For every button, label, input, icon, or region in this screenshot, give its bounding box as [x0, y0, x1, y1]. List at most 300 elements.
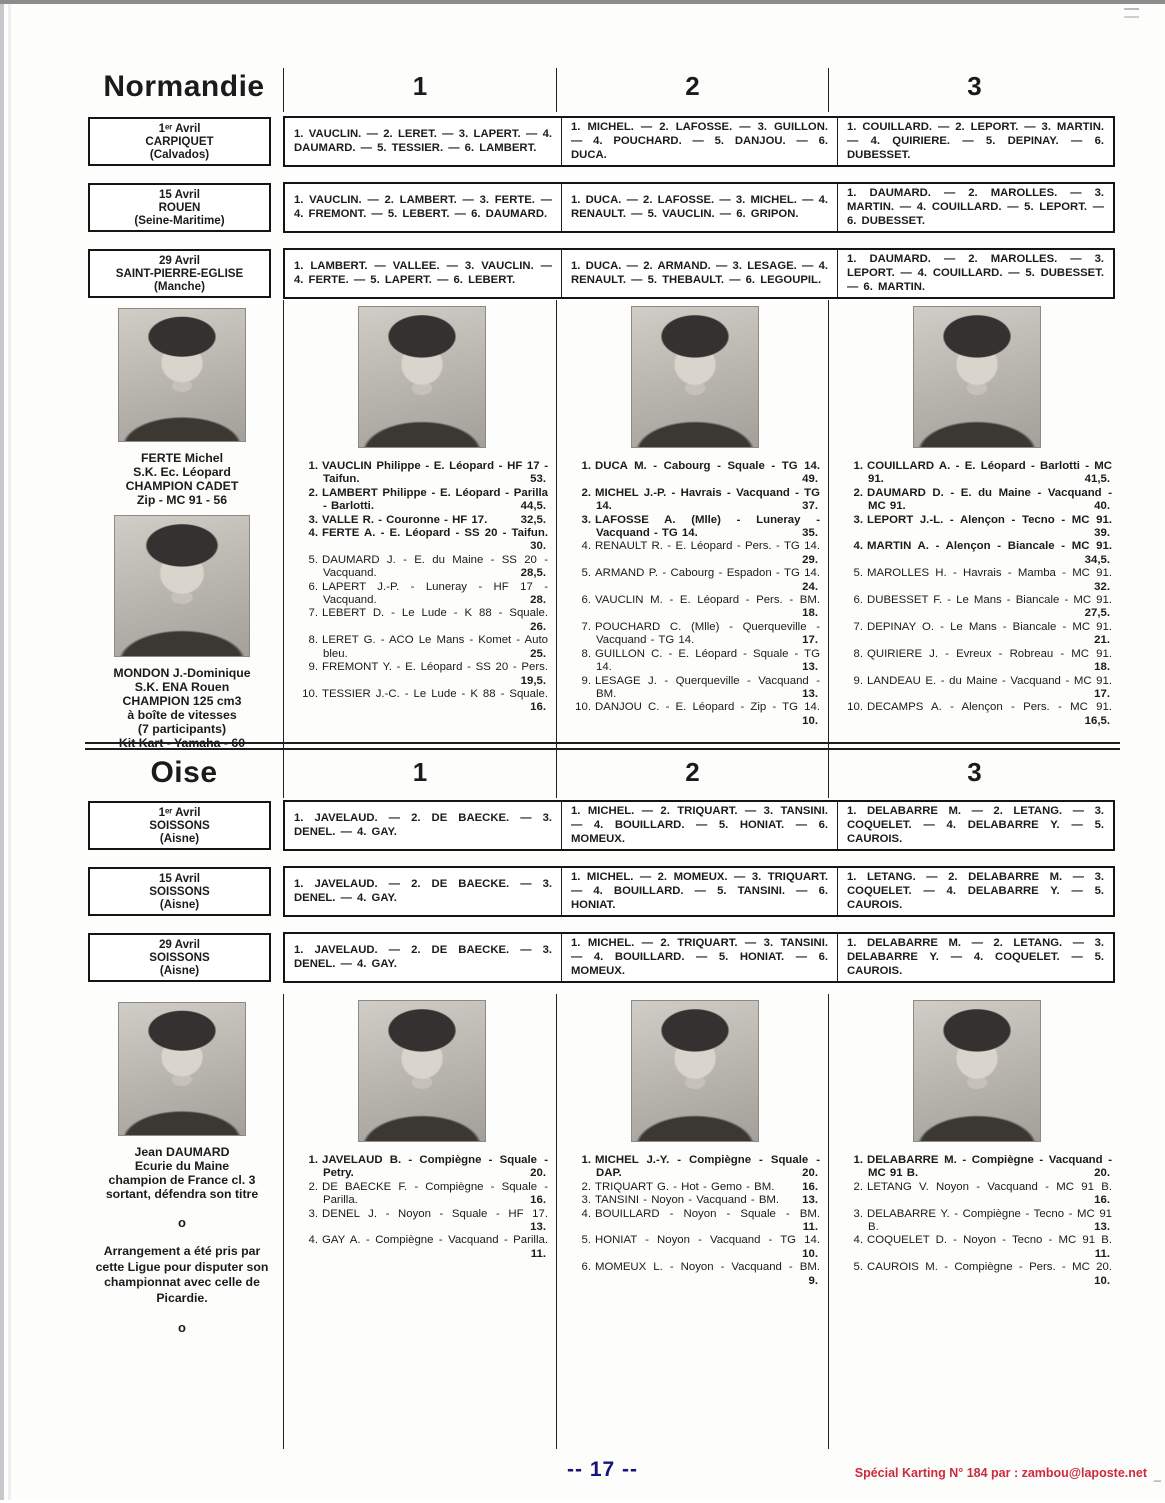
results-text: 1. COUILLARD. — 2. LEPORT. — 3. MARTIN. — 4. QUIRIERE. — 5. DEPINAY. — 6. DUBESSET. — [847, 121, 1104, 161]
standings-rank: 5. — [853, 1261, 863, 1274]
standings-list — [841, 1154, 1112, 1288]
standings-entry — [841, 1234, 1112, 1261]
standings-entry — [841, 621, 1112, 648]
standings-entry — [296, 514, 548, 527]
standings-entry — [569, 1261, 820, 1288]
standings-score: 27,5. — [1084, 607, 1110, 620]
standings-driver: TANSINI - Noyon - Vacquand - BM. — [595, 1194, 780, 1207]
results-cell-1 — [285, 868, 561, 915]
standings-score: 16. — [1094, 1194, 1110, 1207]
event-date: 1ᵉʳ Avril — [158, 805, 201, 819]
results-cell-2 — [561, 184, 837, 231]
standings-score: 13. — [1094, 1221, 1110, 1234]
standings-entry — [569, 1181, 820, 1194]
event-place: SAINT-PIERRE-EGLISE — [115, 266, 244, 280]
portrait-photo — [913, 1000, 1041, 1142]
section-header — [85, 754, 1120, 798]
standings-driver: BOUILLARD - Noyon - Squale - BM. — [595, 1207, 820, 1220]
standings-score: 44,5. — [520, 500, 546, 513]
standings-entry — [841, 594, 1112, 621]
standings-score: 16. — [530, 701, 546, 714]
standings-score: 16,5. — [1084, 714, 1110, 727]
event-row — [85, 116, 1120, 166]
section-title: Oise — [150, 756, 218, 789]
standings-score: 10. — [1094, 1274, 1110, 1287]
standings-entry — [841, 1181, 1112, 1208]
standings-driver: LEBERT D. - Le Lude - K 88 - Squale. — [322, 607, 548, 620]
standings-score: 18. — [1094, 661, 1110, 674]
results-text: 1. DELABARRE M. — 2. LETANG. — 3. COQUELET. — 4. DELABARRE Y. — 5. CAUROIS. — [847, 805, 1104, 845]
standings-column-3 — [828, 994, 1120, 1449]
photo-caption-line: S.K. Ec. Léopard — [133, 465, 231, 479]
standings-driver: LAFOSSE A. (Mlle) - Luneray - Vacquand - TG 14. — [595, 513, 820, 540]
standings-rank: 2. — [308, 1180, 318, 1193]
portrait-photo — [631, 1000, 759, 1142]
results-cell-3 — [837, 118, 1113, 165]
photo-caption-line: CHAMPION CADET — [125, 479, 239, 493]
standings-rank: 10. — [302, 687, 318, 700]
results-text: 1. JAVELAUD. — 2. DE BAECKE. — 3. DENEL. — 4. GAY. — [294, 877, 552, 904]
standings-driver: FREMONT Y. - E. Léopard - SS 20 - Pers. — [322, 661, 548, 674]
standings-rank: 2. — [853, 486, 863, 499]
standings-score: 17. — [802, 634, 818, 647]
standings-score: 19,5. — [520, 674, 546, 687]
standings-entry — [841, 460, 1112, 487]
results-text: 1. MICHEL. — 2. TRIQUART. — 3. TANSINI. — 4. BOUILLARD. — 5. HONIAT. — 6. MOMEUX. — [571, 937, 828, 977]
standings-entry — [296, 688, 548, 715]
standings-score: 49. — [802, 473, 818, 486]
standings-score: 25. — [530, 647, 546, 660]
results-cell-1 — [285, 934, 561, 981]
standings-rank: 2. — [581, 1180, 591, 1193]
standings-score: 53. — [530, 473, 546, 486]
section-body — [85, 300, 1120, 750]
event-date: 29 Avril — [158, 937, 201, 951]
standings-rank: 4. — [853, 1234, 863, 1247]
standings-driver: VAUCLIN M. - E. Léopard - Pers. - BM. — [595, 594, 820, 607]
section-body — [85, 994, 1120, 1449]
event-results-box — [283, 932, 1115, 983]
standings-column-1 — [283, 300, 556, 758]
standings-score: 13. — [802, 687, 818, 700]
photo-block — [91, 308, 273, 507]
portrait-photo — [118, 1002, 246, 1136]
standings-rank: 1. — [853, 1154, 863, 1166]
event-department: (Aisne) — [159, 832, 200, 846]
standings-driver: FERTE A. - E. Léopard - SS 20 - Taifun. — [322, 527, 548, 540]
column-header-1: 1 — [283, 68, 556, 112]
standings-driver: RENAULT R. - E. Léopard - Pers. - TG 14. — [595, 540, 820, 553]
standings-rank: 8. — [581, 647, 591, 660]
results-text: 1. MICHEL. — 2. LAFOSSE. — 3. GUILLON. — 4. POUCHARD. — 5. DANJOU. — 6. DUCA. — [571, 121, 828, 161]
column-header-3: 3 — [828, 68, 1120, 112]
standings-driver: DUBESSET F. - Le Mans - Biancale - MC 91. — [867, 594, 1112, 607]
photo-caption-line: Jean DAUMARD — [134, 1145, 230, 1159]
standings-score: 37. — [802, 500, 818, 513]
results-text: 1. DUCA. — 2. LAFOSSE. — 3. MICHEL. — 4. RENAULT. — 5. VAUCLIN. — 6. GRIPON. — [571, 193, 828, 220]
standings-score: 11. — [802, 1221, 818, 1234]
standings-entry — [569, 540, 820, 567]
standings-rank: 8. — [308, 634, 318, 647]
event-place: SOISSONS — [149, 884, 210, 898]
event-place: SOISSONS — [149, 818, 210, 832]
standings-rank: 5. — [581, 567, 591, 580]
standings-score: 28. — [530, 594, 546, 607]
standings-driver: COUILLARD A. - E. Léopard - Barlotti - MC 91. — [867, 460, 1112, 486]
standings-entry — [296, 1234, 548, 1261]
standings-rank: 3. — [581, 513, 591, 526]
photo-caption-line: à boîte de vitesses — [127, 708, 237, 722]
event-rows — [85, 800, 1120, 982]
results-cell-1 — [285, 802, 561, 849]
event-place: ROUEN — [158, 200, 201, 214]
results-cell-3 — [837, 802, 1113, 849]
standings-driver: LEPORT J.-L. - Alençon - Tecno - MC 91. — [867, 513, 1112, 526]
results-cell-3 — [837, 184, 1113, 231]
standings-list — [296, 1154, 548, 1261]
standings-rank: 4. — [308, 527, 318, 540]
standings-entry — [296, 1181, 548, 1208]
standings-rank: 4. — [581, 1207, 591, 1220]
standings-entry — [569, 1208, 820, 1235]
standings-score: 13. — [530, 1221, 546, 1234]
standings-rank: 5. — [308, 553, 318, 566]
standings-entry — [296, 460, 548, 487]
portrait-photo — [118, 308, 246, 442]
page-number: -- 17 -- — [567, 1458, 638, 1481]
event-date: 1ᵉʳ Avril — [158, 121, 201, 135]
standings-rank: 1. — [308, 1154, 318, 1166]
bullet-mark: o — [178, 1215, 186, 1230]
standings-driver: DENEL J. - Noyon - Squale - HF 17. — [322, 1207, 548, 1220]
standings-driver: MAROLLES H. - Havrais - Mamba - MC 91. — [867, 567, 1112, 580]
standings-driver: GUILLON C. - E. Léopard - Squale - TG 14. — [595, 647, 820, 674]
photo-caption-line: sortant, défendra son titre — [105, 1187, 259, 1201]
photo-caption-line: Ecurie du Maine — [134, 1159, 230, 1173]
event-date-box — [88, 867, 271, 916]
standings-score: 18. — [802, 607, 818, 620]
scan-artifact-left-strip — [0, 4, 4, 1500]
standings-score: 11. — [530, 1247, 546, 1260]
event-row — [85, 800, 1120, 850]
results-text: 1. DAUMARD. — 2. MAROLLES. — 3. LEPORT. — 4. COUILLARD. — 5. DUBESSET. — 6. MARTIN. — [847, 253, 1104, 293]
standings-driver: LAPERT J.-P. - Luneray - HF 17 - Vacquand. — [322, 580, 548, 607]
photo-caption-line: CHAMPION 125 cm3 — [122, 694, 242, 708]
standings-driver: CAUROIS M. - Compiègne - Pers. - MC 20. — [867, 1261, 1112, 1274]
standings-score: 13. — [802, 1194, 818, 1207]
league-note: Arrangement a été pris par cette Ligue pour disputer son championnat avec celle de Picardie. — [95, 1244, 269, 1305]
event-date-box — [88, 801, 271, 850]
section-title: Normandie — [103, 70, 265, 103]
event-place: CARPIQUET — [145, 134, 214, 148]
standings-score: 20. — [802, 1167, 818, 1180]
event-date-box — [88, 117, 271, 166]
standings-rank: 4. — [308, 1234, 318, 1247]
standings-rank: 1. — [853, 460, 863, 472]
column-header-2: 2 — [556, 68, 828, 112]
standings-list — [569, 1154, 820, 1288]
page-content — [85, 0, 1120, 1503]
event-department: (Manche) — [154, 280, 205, 294]
standings-rank: 10. — [847, 701, 863, 714]
event-date: 15 Avril — [158, 187, 201, 201]
standings-rank: 10. — [575, 701, 591, 714]
standings-entry — [569, 621, 820, 648]
left-column — [85, 994, 283, 1449]
standings-score: 9. — [808, 1274, 818, 1287]
standings-score: 40. — [1094, 500, 1110, 513]
scan-artifact-left-strip-2 — [8, 4, 11, 1500]
standings-rank: 3. — [853, 1207, 863, 1220]
standings-column-3 — [828, 300, 1120, 758]
standings-driver: ARMAND P. - Cabourg - Espadon - TG 14. — [595, 567, 820, 580]
standings-driver: MICHEL J.-Y. - Compiègne - Squale - DAP. — [595, 1154, 820, 1180]
results-text: 1. DELABARRE M. — 2. LETANG. — 3. DELABARRE Y. — 4. COQUELET. — 5. CAUROIS. — [847, 937, 1104, 977]
standings-driver: LERET G. - ACO Le Mans - Komet - Auto bleu. — [322, 634, 548, 660]
standings-entry — [296, 661, 548, 688]
event-department: (Aisne) — [159, 898, 200, 912]
portrait-photo — [631, 306, 759, 448]
standings-column-1 — [283, 994, 556, 1449]
standings-score: 10. — [802, 714, 818, 727]
results-cell-2 — [561, 250, 837, 297]
results-cell-2 — [561, 802, 837, 849]
event-row — [85, 932, 1120, 982]
standings-entry — [841, 1261, 1112, 1288]
results-cell-2 — [561, 934, 837, 981]
standings-entry — [841, 675, 1112, 702]
standings-entry — [841, 540, 1112, 567]
standings-column-2 — [556, 994, 828, 1449]
standings-score: 24. — [802, 580, 818, 593]
standings-rank: 9. — [853, 674, 863, 687]
scan-artifact-mark — [1124, 8, 1139, 18]
event-results-box — [283, 866, 1115, 917]
standings-driver: COQUELET D. - Noyon - Tecno - MC 91 B. — [867, 1234, 1112, 1247]
results-cell-3 — [837, 934, 1113, 981]
standings-rank: 1. — [581, 460, 591, 472]
standings-rank: 4. — [853, 540, 863, 553]
standings-rank: 7. — [308, 607, 318, 620]
standings-score: 16. — [802, 1180, 818, 1193]
standings-entry — [296, 581, 548, 608]
standings-rank: 3. — [853, 513, 863, 526]
standings-entry — [296, 1208, 548, 1235]
standings-entry — [841, 1154, 1112, 1181]
standings-driver: TESSIER J.-C. - Le Lude - K 88 - Squale. — [322, 687, 548, 700]
photo-block — [91, 515, 273, 750]
standings-score: 32. — [1094, 580, 1110, 593]
standings-score: 10. — [802, 1247, 818, 1260]
standings-rank: 5. — [581, 1234, 591, 1247]
event-rows — [85, 116, 1120, 298]
event-date-box — [88, 249, 271, 298]
results-cell-1 — [285, 118, 561, 165]
photo-caption-line: S.K. ENA Rouen — [134, 680, 230, 694]
standings-driver: QUIRIERE J. - Evreux - Robreau - MC 91. — [867, 647, 1112, 660]
event-date: 15 Avril — [158, 871, 201, 885]
standings-driver: DUCA M. - Cabourg - Squale - TG 14. — [595, 460, 820, 472]
results-text: 1. DAUMARD. — 2. MAROLLES. — 3. MARTIN. — 4. COUILLARD. — 5. LEPORT. — 6. DUBESSET. — [847, 187, 1104, 227]
column-header-2: 2 — [556, 754, 828, 798]
event-row — [85, 866, 1120, 916]
standings-entry — [569, 1234, 820, 1261]
portrait-photo — [358, 306, 486, 448]
results-cell-2 — [561, 868, 837, 915]
photo-caption-line: Kit Kart - Yamaha - 60 — [118, 736, 246, 750]
standings-score: 35. — [802, 527, 818, 540]
standings-entry — [569, 460, 820, 487]
standings-driver: DELABARRE M. - Compiègne - Vacquand - MC 91 B. — [867, 1154, 1112, 1180]
event-date-box — [88, 183, 271, 232]
standings-score: 20. — [1094, 1167, 1110, 1180]
results-cell-2 — [561, 118, 837, 165]
standings-driver: DELABARRE Y. - Compiègne - Tecno - MC 91 B. — [867, 1207, 1112, 1234]
standings-score: 29. — [802, 553, 818, 566]
standings-entry — [841, 648, 1112, 675]
standings-entry — [296, 554, 548, 581]
standings-rank: 4. — [581, 540, 591, 553]
event-results-box — [283, 182, 1115, 233]
standings-driver: DANJOU C. - E. Léopard - Zip - TG 14. — [595, 701, 820, 714]
results-cell-3 — [837, 250, 1113, 297]
event-department: (Calvados) — [149, 148, 210, 162]
standings-entry — [296, 607, 548, 634]
standings-rank: 3. — [308, 1207, 318, 1220]
event-date-box — [88, 933, 271, 982]
results-text: 1. DUCA. — 2. ARMAND. — 3. LESAGE. — 4. RENAULT. — 5. THEBAULT. — 6. LEGOUPIL. — [571, 259, 828, 286]
standings-rank: 7. — [853, 620, 863, 633]
standings-score: 39. — [1094, 527, 1110, 540]
event-department: (Aisne) — [159, 964, 200, 978]
standings-driver: TRIQUART G. - Hot - Gemo - BM. — [595, 1180, 775, 1193]
standings-score: 20. — [530, 1167, 546, 1180]
left-column — [85, 300, 283, 758]
standings-score: 16. — [530, 1194, 546, 1207]
standings-driver: POUCHARD C. (Mlle) - Querqueville - Vacquand - TG 14. — [595, 620, 820, 647]
photo-caption — [91, 451, 273, 507]
standings-entry — [841, 701, 1112, 728]
results-cell-1 — [285, 184, 561, 231]
standings-rank: 3. — [581, 1194, 591, 1207]
event-results-box — [283, 116, 1115, 167]
standings-score: 32,5. — [520, 513, 546, 526]
results-text: 1. MICHEL. — 2. MOMEUX. — 3. TRIQUART. — 4. BOUILLARD. — 5. TANSINI. — 6. HONIAT. — [571, 871, 828, 911]
standings-score: 17. — [1094, 687, 1110, 700]
standings-entry — [841, 567, 1112, 594]
standings-rank: 3. — [308, 513, 318, 526]
event-department: (Seine-Maritime) — [134, 214, 225, 228]
standings-driver: DAUMARD J. - E. du Maine - SS 20 - Vacquand. — [322, 553, 548, 580]
standings-entry — [841, 487, 1112, 514]
standings-rank: 8. — [853, 647, 863, 660]
results-text: 1. VAUCLIN. — 2. LERET. — 3. LAPERT. — 4. DAUMARD. — 5. TESSIER. — 6. LAMBERT. — [294, 127, 552, 154]
standings-driver: LAMBERT Philippe - E. Léopard - Parilla - Barlotti. — [322, 486, 548, 513]
standings-driver: VAUCLIN Philippe - E. Léopard - HF 17 - Taifun. — [322, 460, 548, 486]
standings-column-2 — [556, 300, 828, 758]
standings-rank: 2. — [581, 486, 591, 499]
photo-caption-line: (7 participants) — [137, 722, 227, 736]
standings-entry — [296, 634, 548, 661]
standings-list — [569, 460, 820, 728]
standings-rank: 1. — [581, 1154, 591, 1166]
standings-entry — [841, 1208, 1112, 1235]
event-results-box — [283, 800, 1115, 851]
standings-entry — [569, 1194, 820, 1207]
standings-driver: VALLE R. - Couronne - HF 17. — [322, 513, 488, 526]
results-text: 1. VAUCLIN. — 2. LAMBERT. — 3. FERTE. — 4. FREMONT. — 5. LEBERT. — 6. DAUMARD. — [294, 193, 552, 220]
standings-entry — [569, 567, 820, 594]
standings-driver: LESAGE J. - Querqueville - Vacquand - BM. — [595, 674, 820, 700]
standings-rank: 5. — [853, 567, 863, 580]
standings-entry — [569, 487, 820, 514]
results-cell-3 — [837, 868, 1113, 915]
standings-entry — [296, 527, 548, 554]
standings-rank: 7. — [581, 620, 591, 633]
scan-artifact-cursor: _ — [1154, 1468, 1161, 1482]
standings-entry — [569, 514, 820, 541]
standings-entry — [569, 594, 820, 621]
photo-caption — [91, 666, 273, 750]
bullet-mark: o — [178, 1320, 186, 1335]
standings-entry — [841, 514, 1112, 541]
results-cell-1 — [285, 250, 561, 297]
standings-rank: 2. — [853, 1180, 863, 1193]
photo-caption-line: FERTE Michel — [141, 451, 223, 465]
standings-driver: LANDEAU E. - du Maine - Vacquand - MC 91. — [867, 674, 1112, 687]
standings-entry — [569, 701, 820, 728]
standings-entry — [569, 675, 820, 702]
standings-list — [296, 460, 548, 715]
event-date: 29 Avril — [158, 253, 201, 267]
section-oise — [85, 754, 1120, 1449]
standings-driver: MOMEUX L. - Noyon - Vacquand - BM. — [595, 1261, 820, 1274]
standings-driver: DE BAECKE F. - Compiègne - Squale - Parilla. — [322, 1180, 548, 1207]
standings-rank: 9. — [581, 674, 591, 687]
standings-driver: DECAMPS A. - Alençon - Pers. - MC 91. — [867, 701, 1112, 714]
portrait-photo — [114, 515, 250, 657]
standings-score: 41,5. — [1084, 473, 1110, 486]
event-place: SOISSONS — [149, 950, 210, 964]
column-header-3: 3 — [828, 754, 1120, 798]
standings-entry — [296, 1154, 548, 1181]
section-normandie — [85, 68, 1120, 750]
event-row — [85, 248, 1120, 298]
standings-entry — [569, 1154, 820, 1181]
photo-caption-line: Zip - MC 91 - 56 — [136, 493, 228, 507]
event-results-box — [283, 248, 1115, 299]
standings-driver: DEPINAY O. - Le Mans - Biancale - MC 91. — [867, 620, 1112, 633]
standings-list — [841, 460, 1112, 728]
standings-driver: JAVELAUD B. - Compiègne - Squale - Petry. — [322, 1154, 548, 1180]
standings-score: 30. — [530, 540, 546, 553]
photo-block — [91, 1002, 273, 1201]
results-text: 1. LAMBERT. — VALLEE. — 3. VAUCLIN. — 4. FERTE. — 5. LAPERT. — 6. LEBERT. — [294, 259, 552, 286]
photo-caption-line: champion de France cl. 3 — [108, 1173, 256, 1187]
standings-rank: 6. — [308, 580, 318, 593]
standings-driver: HONIAT - Noyon - Vacquand - TG 14. — [595, 1234, 820, 1247]
standings-score: 21. — [1094, 634, 1110, 647]
results-text: 1. LETANG. — 2. DELABARRE M. — 3. COQUELET. — 4. DELABARRE Y. — 5. CAUROIS. — [847, 871, 1104, 911]
standings-driver: MARTIN A. - Alençon - Biancale - MC 91. — [867, 540, 1112, 553]
section-header — [85, 68, 1120, 114]
standings-score: 13. — [802, 661, 818, 674]
photo-caption-line: MONDON J.-Dominique — [113, 666, 251, 680]
standings-driver: LETANG V. Noyon - Vacquand - MC 91 B. — [867, 1180, 1112, 1193]
standings-score: 26. — [530, 620, 546, 633]
event-row — [85, 182, 1120, 232]
credit-line: Spécial Karting N° 184 par : zambou@laposte.net — [854, 1466, 1147, 1480]
